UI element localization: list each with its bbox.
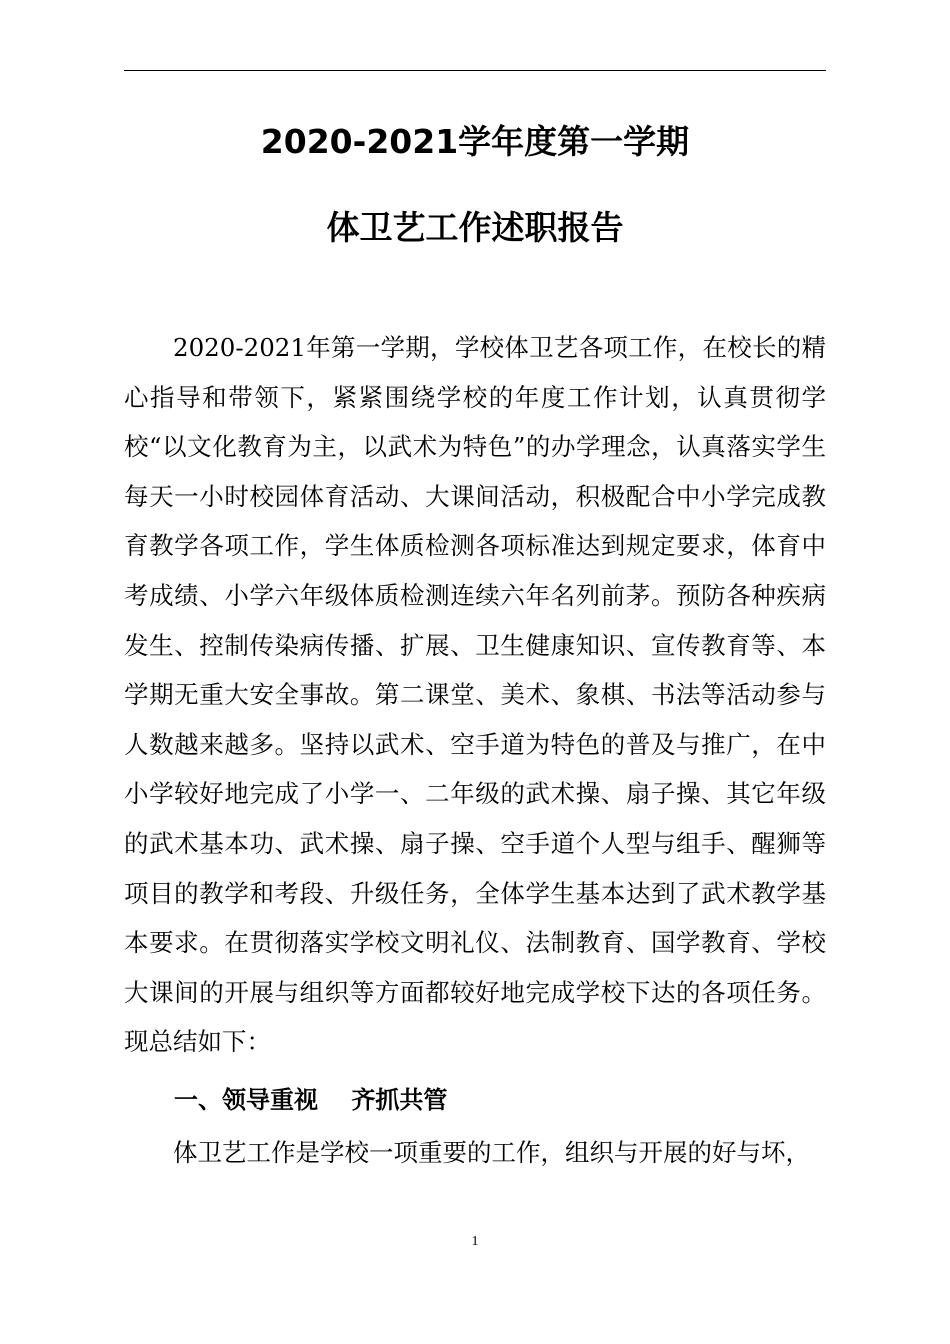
section-1-paragraph: 体卫艺工作是学校一项重要的工作，组织与开展的好与坏， (173, 1138, 810, 1167)
document-title-line-2: 体卫艺工作述职报告 (326, 208, 624, 247)
intro-paragraph: 2020-2021年第一学期，学校体卫艺各项工作，在校长的精心指导和带领下，紧紧围绕学校的年度工作计划，认真贯彻学校“以文化教育为主，以武术为特色”的办学理念，认真落实学生每天一小时校园体育活动、大课间活动，积极配合中小学完成教育教学各项工作，学生体质检测各项标准达到规定要求，体育中考成绩、小学六年级体质检测连续六年名列前茅。预防各种疾病发生、控制传染病传播、扩展、卫生健康知识、宣传教育等、本学期无重大安全事故。第二课堂、美术、象棋、书法等活动参与人数越来越多。坚持以武术、空手道为特色的普及与推广，在中小学较好地完成了小学一、二年级的武术操、扇子操、其它年级的武术基本功、武术操、扇子操、空手道个人型与组手、醒狮等项目的教学和考段、升级任务，全体学生基本达到了武术教学基本要求。在贯彻落实学校文明礼仪、法制教育、国学教育、学校大课间的开展与组织等方面都较好地完成学校下达的各项任务。现总结如下： (124, 333, 826, 1057)
section-heading-1: 一、领导重视 齐抓共管 (174, 1086, 448, 1114)
page-number: 1 (471, 1234, 479, 1249)
document-title-line-1: 2020-2021学年度第一学期 (260, 122, 690, 161)
header-rule (124, 70, 826, 71)
